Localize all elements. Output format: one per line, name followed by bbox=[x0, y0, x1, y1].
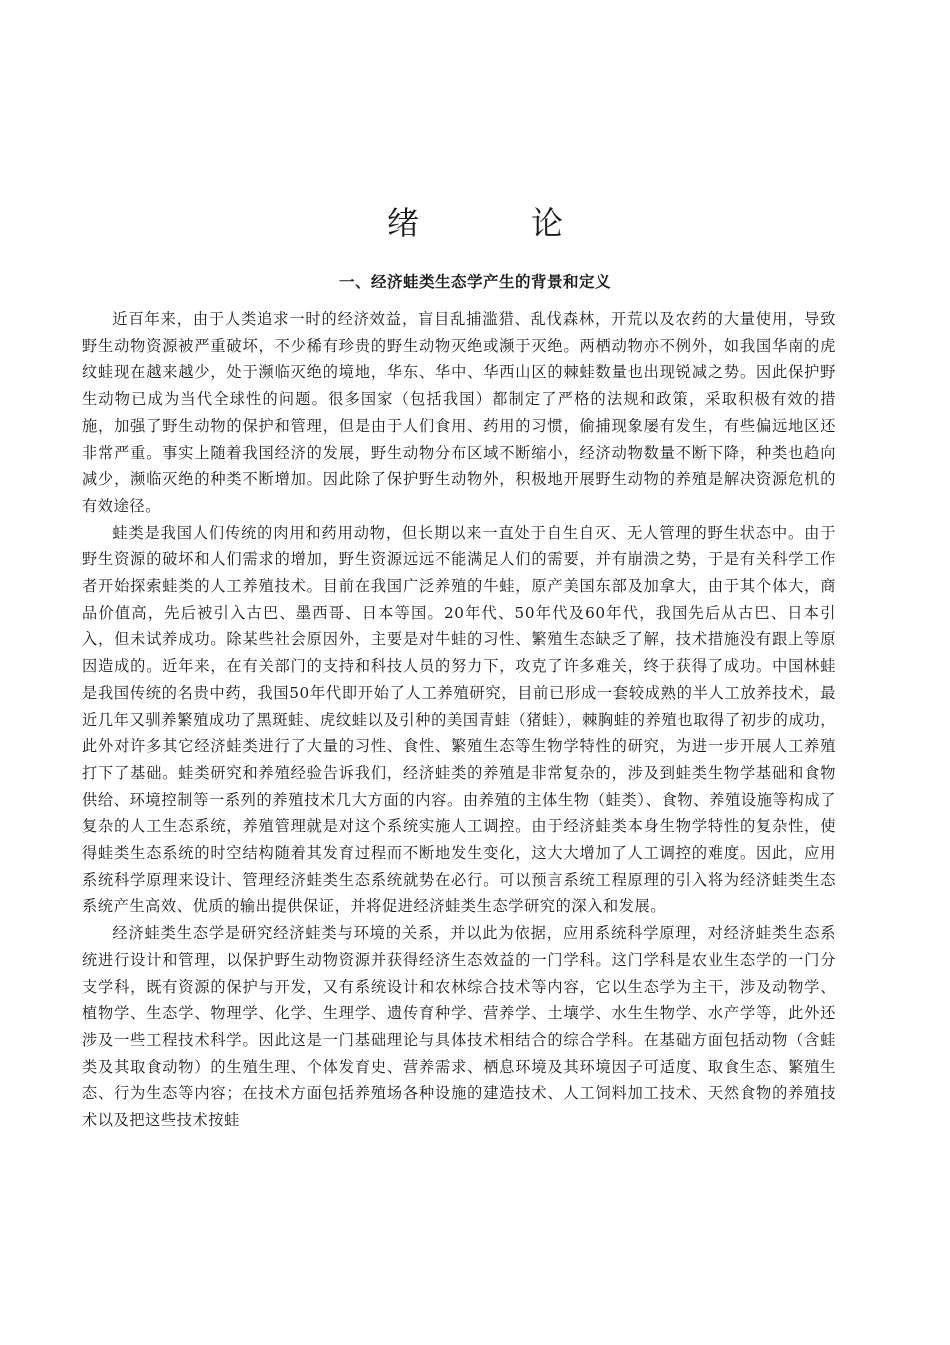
paragraph-3: 经济蛙类生态学是研究经济蛙类与环境的关系，并以此为依据，应用系统科学原理，对经济蛙类生态系统进行设计和管理，以保护野生动物资源并获得经济生态效益的一门学科。这门学科是农业生态学的一门分支学科，既有资源的保护与开发，又有系统设计和农林综合技术等内容，它以生态学为主干，涉及动物学、植物学、生态学、物理学、化学、生理学、遗传育种学、营养学、土壤学、水生生物学、水产学等，此外还涉及一些工程技术科学。因此这是一门基础理论与具体技术相结合的综合学科。在基础方面包括动物（含蛙类及其取食动物）的生殖生理、个体发育史、营养需求、栖息环境及其环境因子可适度、取食生态、繁殖生态、行为生态等内容；在技术方面包括养殖场各种设施的建造技术、人工饲料加工技术、天然食物的养殖技术以及把这些技术按蛙 bbox=[82, 924, 836, 1130]
body-text bbox=[82, 306, 836, 1134]
paragraph-2: 蛙类是我国人们传统的肉用和药用动物，但长期以来一直处于自生自灭、无人管理的野生状态中。由于野生资源的破坏和人们需求的增加，野生资源远远不能满足人们的需要，并有崩溃之势，于是有关科学工作者开始探索蛙类的人工养殖技术。目前在我国广泛养殖的牛蛙，原产美国东部及加拿大，由于其个体大，商品价值高，先后被引入古巴、墨西哥、日本等国。20年代、50年代及60年代，我国先后从古巴、日本引入，但未试养成功。除某些社会原因外，主要是对牛蛙的习性、繁殖生态缺乏了解，技术措施没有跟上等原因造成的。近年来，在有关部门的支持和科技人员的努力下，攻克了许多难关，终于获得了成功。中国林蛙是我国传统的名贵中药，我国50年代即开始了人工养殖研究，目前已形成一套较成熟的半人工放养技术，最近几年又驯养繁殖成功了黑斑蛙、虎纹蛙以及引种的美国青蛙（猪蛙），棘胸蛙的养殖也取得了初步的成功，此外对许多其它经济蛙类进行了大量的习性、食性、繁殖生态等生物学特性的研究，为进一步开展人工养殖打下了基础。蛙类研究和养殖经验告诉我们，经济蛙类的养殖是非常复杂的，涉及到蛙类生物学基础和食物供给、环境控制等一系列的养殖技术几大方面的内容。由养殖的主体生物（蛙类）、食物、养殖设施等构成了复杂的人工生态系统，养殖管理就是对这个系统实施人工调控。由于经济蛙类本身生物学特性的复杂性，使得蛙类生态系统的时空结构随着其发育过程而不断地发生变化，这大大增加了人工调控的难度。因此，应用系统科学原理来设计、管理经济蛙类生态系统就势在必行。可以预言系统工程原理的引入将为经济蛙类生态系统产生高效、优质的输出提供保证，并将促进经济蛙类生态学研究的深入和发展。 bbox=[82, 523, 836, 916]
paragraph-1: 近百年来，由于人类追求一时的经济效益，盲目乱捕滥猎、乱伐森林，开荒以及农药的大量使用，导致野生动物资源被严重破坏，不少稀有珍贵的野生动物灭绝或濒于灭绝。两栖动物亦不例外，如我国华南的虎纹蛙现在越来越少，处于濒临灭绝的境地，华东、华中、华西山区的棘蛙数量也出现锐减之势。因此保护野生动物已成为当代全球性的问题。很多国家（包括我国）都制定了严格的法规和政策，采取积极有效的措施，加强了野生动物的保护和管理，但是由于人们食用、药用的习惯，偷捕现象屡有发生，有些偏远地区还非常严重。事实上随着我国经济的发展，野生动物分布区域不断缩小，经济动物数量不断下降，种类也趋向减少，濒临灭绝的种类不断增加。因此除了保护野生动物外，积极地开展野生动物的养殖是解决资源危机的有效途径。 bbox=[82, 310, 836, 515]
section-heading: 一、经济蛙类生态学产生的背景和定义 bbox=[338, 272, 611, 291]
chapter-title: 绪 论 bbox=[386, 204, 603, 242]
